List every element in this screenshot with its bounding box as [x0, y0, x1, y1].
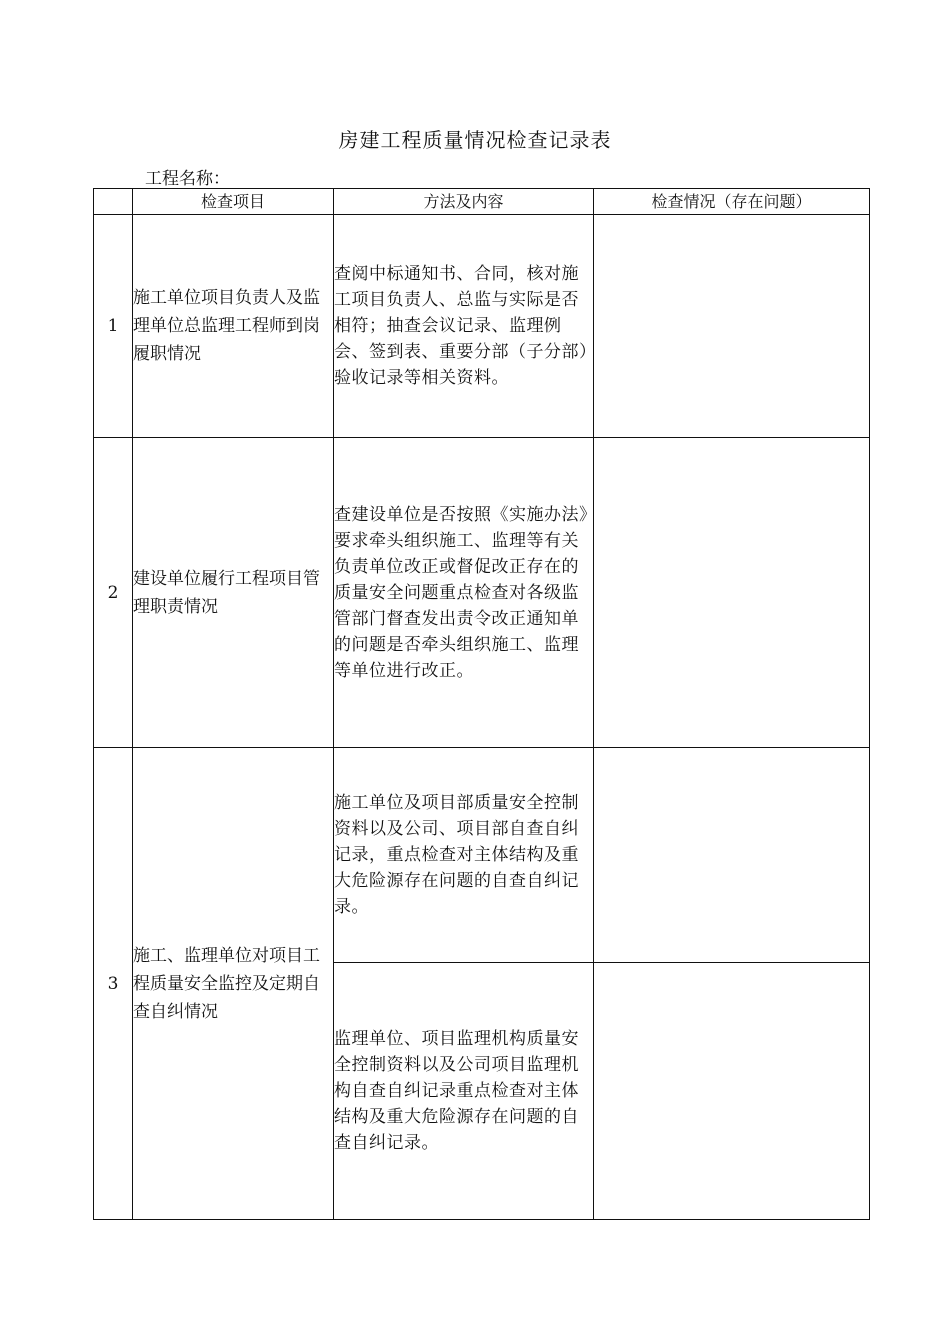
- table-row: [94, 748, 870, 963]
- check-result-cell[interactable]: [594, 438, 870, 748]
- inspection-record-table: [93, 188, 870, 1220]
- check-item: 建设单位履行工程项目管理职责情况: [133, 438, 334, 748]
- check-result-cell[interactable]: [594, 748, 870, 963]
- method-content: 监理单位、项目监理机构质量安全控制资料以及公司项目监理机构自查自纠记录重点检查对主体结构及重大危险源存在问题的自查自纠记录。: [334, 963, 594, 1220]
- check-item: 施工单位项目负责人及监理单位总监理工程师到岗履职情况: [133, 215, 334, 438]
- table-row: [94, 215, 870, 438]
- method-content: 施工单位及项目部质量安全控制资料以及公司、项目部自查自纠记录，重点检查对主体结构及重大危险源存在问题的自查自纠记录。: [334, 748, 594, 963]
- header-check-item: 检查项目: [133, 189, 334, 215]
- method-content: 查阅中标通知书、合同，核对施工项目负责人、总监与实际是否相符；抽查会议记录、监理例会、签到表、重要分部（子分部）验收记录等相关资料。: [334, 215, 594, 438]
- header-number: [94, 189, 133, 215]
- table-header-row: [94, 189, 870, 215]
- table-row: [94, 438, 870, 748]
- check-item: 施工、监理单位对项目工程质量安全监控及定期自查自纠情况: [133, 748, 334, 1220]
- check-result-cell[interactable]: [594, 963, 870, 1220]
- project-name-label: 工程名称：: [145, 169, 230, 189]
- header-check-result: 检查情况（存在问题）: [594, 189, 870, 215]
- row-number: 3: [94, 748, 133, 1220]
- row-number: 1: [94, 215, 133, 438]
- method-content: 查建设单位是否按照《实施办法》要求牵头组织施工、监理等有关负责单位改正或督促改正存在的质量安全问题重点检查对各级监管部门督查发出责令改正通知单的问题是否牵头组织施工、监理等单位进行改正。: [334, 438, 594, 748]
- header-method-content: 方法及内容: [334, 189, 594, 215]
- row-number: 2: [94, 438, 133, 748]
- document-title: 房建工程质量情况检查记录表: [338, 128, 612, 152]
- check-result-cell[interactable]: [594, 215, 870, 438]
